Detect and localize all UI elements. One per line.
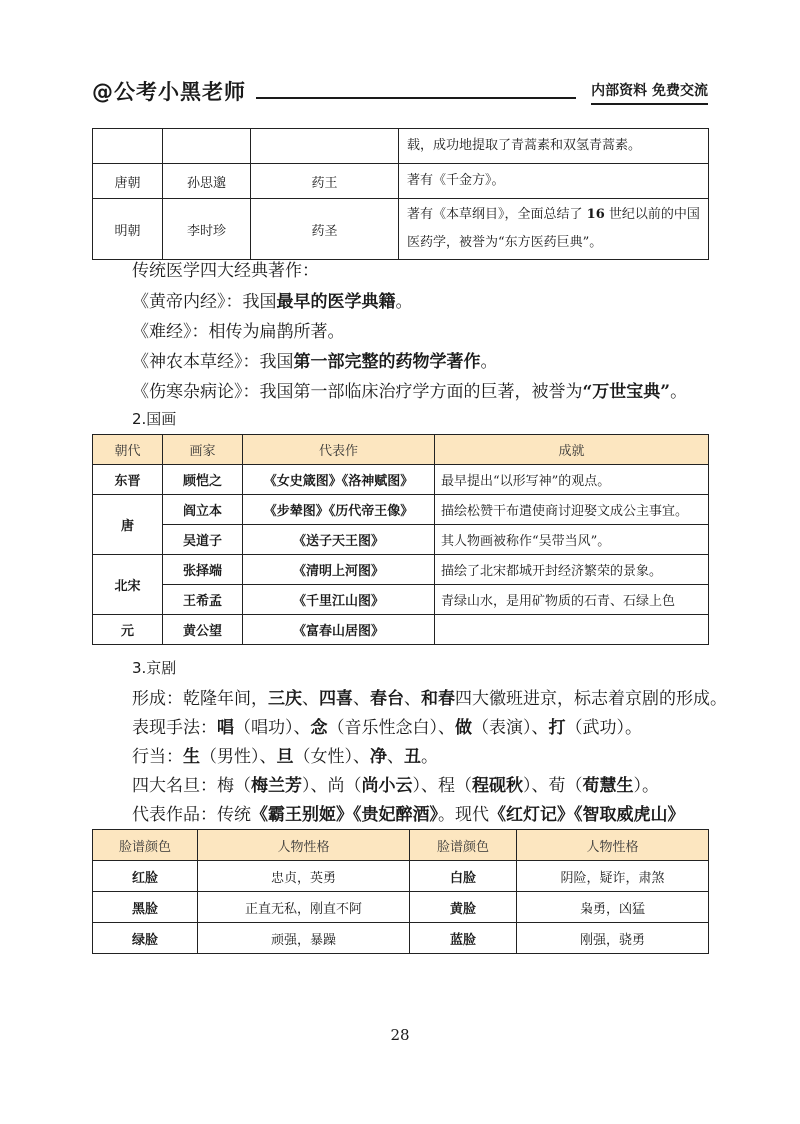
achievement-cell: 最早提出“以形写神”的观点。 bbox=[435, 465, 709, 495]
dynasty-cell: 北宋 bbox=[93, 555, 163, 615]
table-row bbox=[93, 164, 709, 199]
text: （女性）、 bbox=[293, 747, 370, 767]
bold-text: 旦 bbox=[276, 747, 294, 767]
brand-title: @公考小黑老师 bbox=[92, 80, 246, 104]
text: 四大名旦：梅（ bbox=[132, 776, 251, 796]
page-number: 28 bbox=[390, 1026, 410, 1044]
description-cell bbox=[399, 199, 709, 260]
text: 、 bbox=[387, 747, 404, 767]
text: （表演）、 bbox=[472, 718, 549, 738]
bold-text: 和春 bbox=[421, 689, 455, 709]
table-row bbox=[93, 892, 709, 923]
mask-color-cell: 绿脸 bbox=[93, 923, 198, 954]
dynasty-cell: 元 bbox=[93, 615, 163, 645]
book-title: 《伤寒杂病论》 bbox=[132, 382, 243, 402]
classic-item bbox=[132, 377, 687, 402]
medicine-table bbox=[92, 128, 709, 260]
text: （音乐性念白）、 bbox=[327, 718, 455, 738]
mask-color-cell: 白脸 bbox=[410, 861, 517, 892]
title-cell: 药王 bbox=[251, 164, 399, 199]
text: 行当： bbox=[132, 747, 183, 767]
painter-cell: 张择端 bbox=[163, 555, 243, 585]
table-row bbox=[93, 555, 709, 585]
column-header: 脸谱颜色 bbox=[93, 830, 198, 861]
personality-cell: 阴险，疑诈，肃煞 bbox=[517, 861, 709, 892]
achievement-cell: 描绘松赞干布遣使商讨迎娶文成公主事宜。 bbox=[435, 495, 709, 525]
personality-cell: 正直无私，刚直不阿 bbox=[198, 892, 410, 923]
opera-formation bbox=[132, 684, 727, 709]
text: 表现手法： bbox=[132, 718, 217, 738]
works-cell: 《千里江山图》 bbox=[243, 585, 435, 615]
text: 。现代 bbox=[438, 805, 489, 825]
bold-text: “万世宝典” bbox=[582, 382, 671, 402]
book-title: 《神农本草经》 bbox=[132, 352, 243, 372]
mask-color-cell: 黄脸 bbox=[410, 892, 517, 923]
book-title: 《黄帝内经》 bbox=[132, 292, 226, 312]
dynasty-cell: 东晋 bbox=[93, 465, 163, 495]
works-cell: 《富春山居图》 bbox=[243, 615, 435, 645]
bold-text: 三庆 bbox=[268, 689, 302, 709]
text: ）、尚（ bbox=[302, 776, 362, 796]
dynasty-cell bbox=[93, 129, 163, 164]
text: ）。 bbox=[633, 776, 659, 796]
bold-text: 梅兰芳 bbox=[251, 776, 302, 796]
works-cell: 《送子天王图》 bbox=[243, 525, 435, 555]
table-row bbox=[93, 525, 709, 555]
bold-text: 净 bbox=[370, 747, 387, 767]
text: ：我国 bbox=[242, 352, 294, 372]
text: ：相传为扁鹊所著。 bbox=[191, 322, 345, 342]
bold-text: 荀慧生 bbox=[582, 776, 634, 796]
table-row bbox=[93, 615, 709, 645]
table-row bbox=[93, 495, 709, 525]
column-header: 朝代 bbox=[93, 435, 163, 465]
text: ：我国 bbox=[225, 292, 277, 312]
text: （武功）。 bbox=[565, 718, 642, 738]
text: 、 bbox=[404, 689, 421, 709]
bold-text: 第一部完整的药物学著作 bbox=[293, 352, 481, 372]
dynasty-cell: 明朝 bbox=[93, 199, 163, 260]
bold-text: 程砚秋 bbox=[472, 776, 523, 796]
text: 形成：乾隆年间， bbox=[132, 689, 268, 709]
bold-text: 最早的医学典籍 bbox=[276, 292, 396, 312]
bold-text: 春台 bbox=[370, 689, 404, 709]
personality-cell: 枭勇，凶猛 bbox=[517, 892, 709, 923]
works-cell: 《女史箴图》《洛神赋图》 bbox=[243, 465, 435, 495]
painter-cell: 黄公望 bbox=[163, 615, 243, 645]
text: （男性）、 bbox=[200, 747, 277, 767]
text: 四大徽班进京，标志着京剧的形成。 bbox=[455, 689, 727, 709]
classic-item bbox=[132, 317, 345, 342]
header-tag: 内部资料 免费交流 bbox=[591, 80, 708, 105]
bold-text: 《红灯记》《智取威虎山》 bbox=[489, 805, 685, 825]
bold-text: 唱 bbox=[217, 718, 234, 738]
text: 、 bbox=[302, 689, 319, 709]
opera-roles bbox=[132, 742, 438, 767]
painter-cell: 王希孟 bbox=[163, 585, 243, 615]
achievement-cell: 描绘了北宋都城开封经济繁荣的景象。 bbox=[435, 555, 709, 585]
text: ）、荀（ bbox=[523, 776, 583, 796]
mask-color-table bbox=[92, 829, 709, 954]
classic-item bbox=[132, 287, 413, 312]
achievement-cell bbox=[435, 615, 709, 645]
table-row bbox=[93, 923, 709, 954]
opera-works bbox=[132, 800, 685, 825]
painter-cell: 顾恺之 bbox=[163, 465, 243, 495]
century-number: 16 bbox=[586, 207, 605, 222]
column-header: 脸谱颜色 bbox=[410, 830, 517, 861]
table-row bbox=[93, 861, 709, 892]
text: 。 bbox=[480, 352, 498, 372]
table-row bbox=[93, 199, 709, 260]
text: 。 bbox=[670, 382, 688, 402]
classics-intro: 传统医学四大经典著作： bbox=[132, 261, 319, 281]
bold-text: 丑 bbox=[404, 747, 421, 767]
text: 代表作品：传统 bbox=[132, 805, 251, 825]
classic-item bbox=[132, 347, 498, 372]
opera-techniques bbox=[132, 713, 642, 738]
page-header bbox=[92, 76, 708, 106]
person-cell bbox=[163, 129, 251, 164]
painting-table bbox=[92, 434, 709, 645]
bold-text: 尚小云 bbox=[361, 776, 413, 796]
description-cell: 著有《千金方》。 bbox=[399, 164, 709, 199]
achievement-cell: 青绿山水，是用矿物质的石青、石绿上色 bbox=[435, 585, 709, 615]
title-cell: 药圣 bbox=[251, 199, 399, 260]
table-header-row bbox=[93, 830, 709, 861]
column-header: 人物性格 bbox=[517, 830, 709, 861]
achievement-cell: 其人物画被称作“吴带当风”。 bbox=[435, 525, 709, 555]
description-text: 世纪以前的中国医药学，被誉为“东方医药巨典”。 bbox=[407, 207, 700, 250]
bold-text: 四喜 bbox=[319, 689, 353, 709]
personality-cell: 刚强，骁勇 bbox=[517, 923, 709, 954]
table-row bbox=[93, 465, 709, 495]
table-header-row bbox=[93, 435, 709, 465]
dynasty-cell: 唐朝 bbox=[93, 164, 163, 199]
personality-cell: 忠贞，英勇 bbox=[198, 861, 410, 892]
book-title: 《难经》 bbox=[132, 322, 192, 342]
mask-color-cell: 蓝脸 bbox=[410, 923, 517, 954]
text: 。 bbox=[421, 747, 438, 767]
section-heading-opera: 3.京剧 bbox=[132, 659, 177, 677]
text: ：我国第一部临床治疗学方面的巨著，被誉为 bbox=[242, 382, 583, 402]
person-cell: 孙思邈 bbox=[163, 164, 251, 199]
description-cell: 载，成功地提取了青蒿素和双氢青蒿素。 bbox=[399, 129, 709, 164]
text: 、 bbox=[353, 689, 370, 709]
text: （唱功）、 bbox=[234, 718, 311, 738]
painter-cell: 吴道子 bbox=[163, 525, 243, 555]
painter-cell: 阎立本 bbox=[163, 495, 243, 525]
table-row bbox=[93, 129, 709, 164]
section-heading-painting: 2.国画 bbox=[132, 410, 177, 428]
text: ）、程（ bbox=[412, 776, 472, 796]
column-header: 代表作 bbox=[243, 435, 435, 465]
opera-famous-dan bbox=[132, 771, 659, 796]
works-cell: 《清明上河图》 bbox=[243, 555, 435, 585]
column-header: 成就 bbox=[435, 435, 709, 465]
description-text: 著有《本草纲目》，全面总结了 bbox=[407, 207, 583, 222]
text: 。 bbox=[395, 292, 413, 312]
column-header: 画家 bbox=[163, 435, 243, 465]
table-row bbox=[93, 585, 709, 615]
dynasty-cell: 唐 bbox=[93, 495, 163, 555]
works-cell: 《步辇图》《历代帝王像》 bbox=[243, 495, 435, 525]
personality-cell: 顽强，暴躁 bbox=[198, 923, 410, 954]
column-header: 人物性格 bbox=[198, 830, 410, 861]
bold-text: 生 bbox=[183, 747, 200, 767]
mask-color-cell: 黑脸 bbox=[93, 892, 198, 923]
bold-text: 念 bbox=[310, 718, 328, 738]
bold-text: 做 bbox=[455, 718, 472, 738]
title-cell bbox=[251, 129, 399, 164]
person-cell: 李时珍 bbox=[163, 199, 251, 260]
header-rule bbox=[256, 97, 576, 99]
bold-text: 打 bbox=[548, 718, 566, 738]
mask-color-cell: 红脸 bbox=[93, 861, 198, 892]
bold-text: 《霸王别姬》《贵妃醉酒》 bbox=[251, 805, 438, 825]
